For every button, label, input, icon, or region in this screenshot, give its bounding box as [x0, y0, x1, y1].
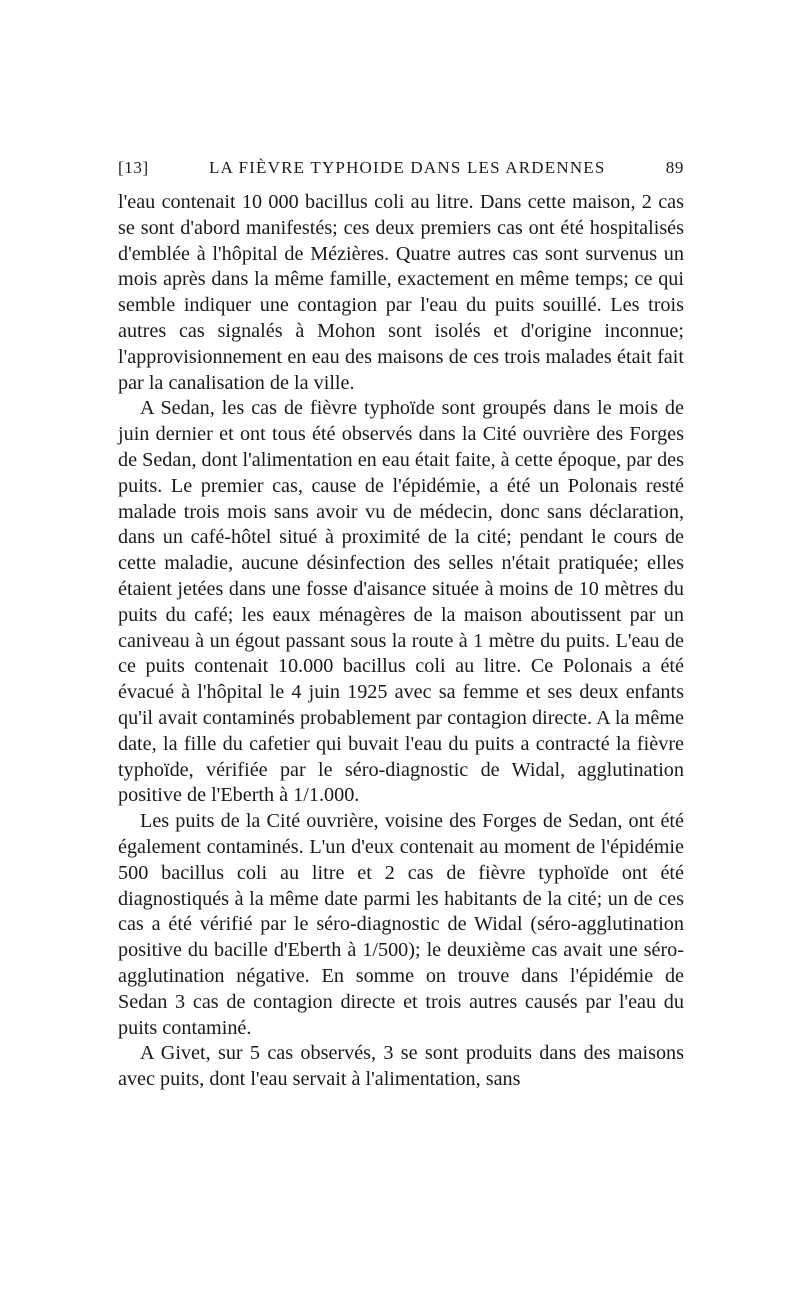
page-number: 89: [665, 158, 684, 177]
paragraph-cite-ouvriere: Les puits de la Cité ouvrière, voisine des Forges de Sedan, ont été également contaminés. L'un d'eux contenait au moment de l'épidémie 500 bacillus coli au litre et 2 cas de fièvre typhoïde ont été diagnostiqués à la même date parmi les habitants de la cité; un de ces cas a été vérifié par le séro-diagnostic de Widal (séro-agglutination positive du bacille d'Eberth à 1/500); le deuxième cas avait une séro-agglutination négative. En somme on trouve dans l'épidémie de Sedan 3 cas de contagion directe et trois autres causés par l'eau du puits contaminé.: [118, 810, 684, 1039]
paragraph-sedan: A Sedan, les cas de fièvre typhoïde sont groupés dans le mois de juin dernier et ont tous été observés dans la Cité ouvrière des Forges de Sedan, dont l'alimentation en eau était faite, à cette époque, par des puits. Le premier cas, cause de l'épidémie, a été un Polonais resté malade trois mois sans avoir vu de médecin, donc sans déclaration, dans un café-hôtel situé à proximité de la cité; pendant le cours de cette maladie, aucune désinfection des selles n'était pratiquée; elles étaient jetées dans une fosse d'aisance située à moins de 10 mètres du puits du café; les eaux ménagères de la maison aboutissent par un caniveau à un égout passant sous la route à 1 mètre du puits. L'eau de ce puits contenait 10.000 bacillus coli au litre. Ce Polonais a été évacué à l'hôpital le 4 juin 1925 avec sa femme et ses deux enfants qu'il avait contaminés probablement par contagion directe. A la même date, la fille du cafetier qui buvait l'eau du puits a contracté la fièvre typhoïde, vérifiée par le séro-diagnostic de Widal, agglutination positive de l'Eberth à 1/1.000.: [118, 397, 684, 807]
running-title: LA FIÈVRE TYPHOIDE DANS LES ARDENNES: [208, 158, 606, 177]
paragraph-continuation: l'eau contenait 10 000 bacillus coli au litre. Dans cette maison, 2 cas se sont d'abord manifestés; ces deux premiers cas ont été hospitalisés d'emblée à l'hôpital de Mézières. Quatre autres cas sont survenus un mois après dans la même famille, exactement en même temps; ce qui semble indiquer une contagion par l'eau du puits souillé. Les trois autres cas signalés à Mohon sont isolés et d'origine inconnue; l'approvisionnement en eau des maisons de ces trois malades était fait par la canalisation de la ville.: [118, 191, 684, 394]
book-page: [118, 158, 684, 1093]
page-reference: [13]: [118, 158, 149, 177]
paragraph-givet: A Givet, sur 5 cas observés, 3 se sont produits dans des maisons avec puits, dont l'eau servait à l'alimentation, sans: [118, 1042, 684, 1091]
running-header: [118, 158, 684, 182]
body-text: [118, 190, 684, 1093]
